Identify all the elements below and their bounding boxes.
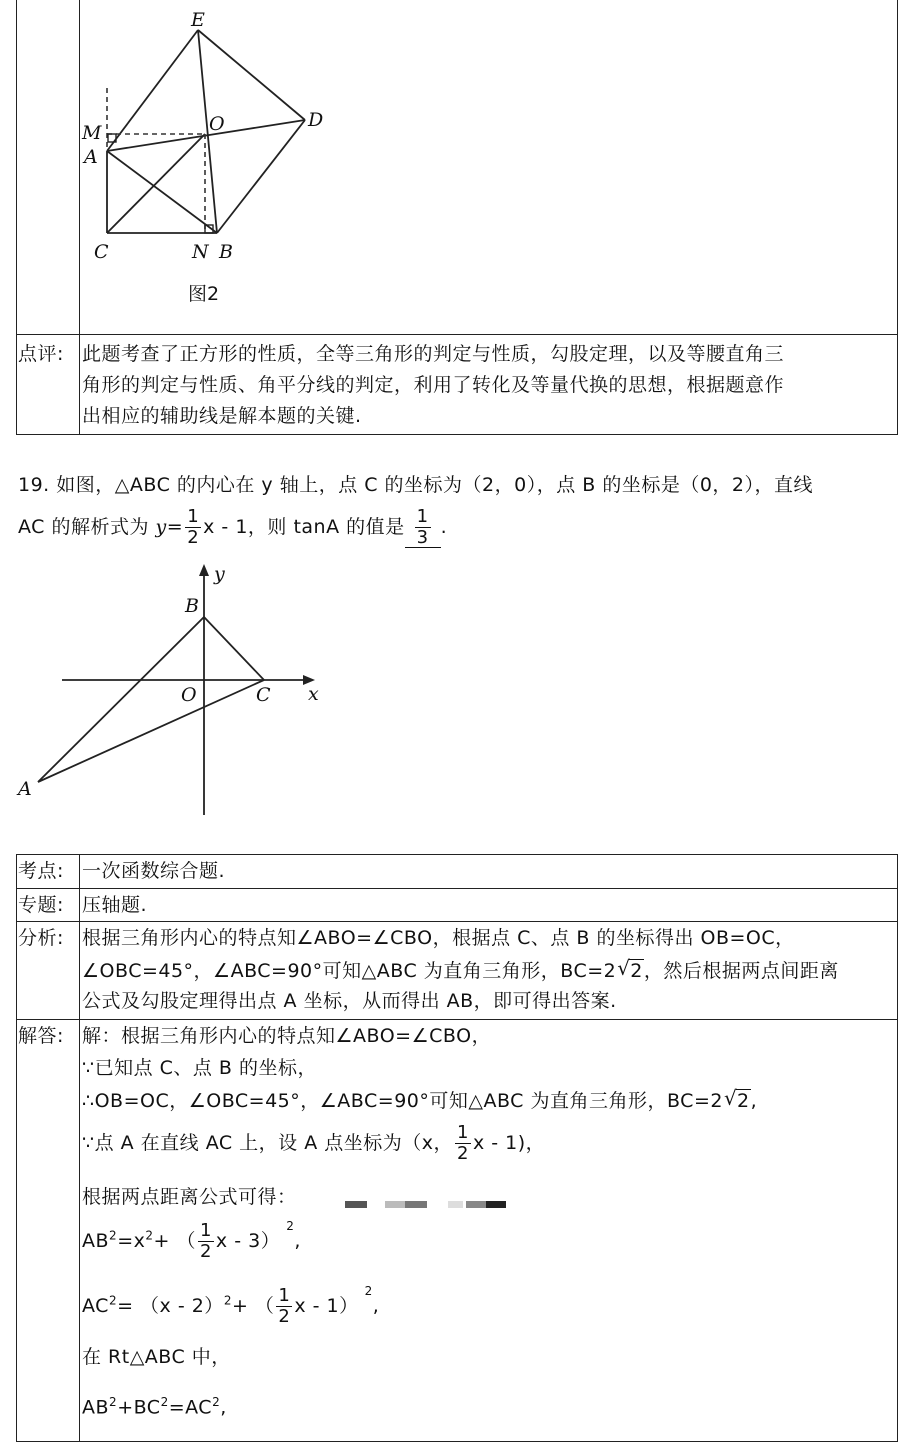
fenxi-line-3: 公式及勾股定理得出点 A 坐标，从而得出 AB，即可得出答案. [82,990,617,1012]
point-label-C: C [256,684,271,706]
fenxi-label: 分析: [18,927,64,949]
solution-step-2: ∵已知点 C、点 B 的坐标， [82,1057,318,1079]
q19-answer-blank: $\frac{1}{3}$ [405,508,441,548]
point-label-O: O [181,684,197,706]
figure-2-caption: 图2 [188,283,220,305]
solution-step-4: ∵点 A 在直线 AC 上，设 A 点坐标为（x， $\frac{1}{2}$ x - 1)， [82,1122,546,1164]
segment-AB [107,151,217,233]
point-label-A: A [84,146,98,168]
solution-step-5: 根据两点距离公式可得： [82,1186,297,1208]
x-axis-label: x [308,683,319,705]
segment-BC [204,617,264,680]
solution-divider-3 [16,1019,898,1020]
kaodian-label: 考点: [18,860,64,882]
point-label-N: N [192,241,209,263]
segment-AE [107,30,198,151]
review-line-1: 此题考查了正方形的性质，全等三角形的判定与性质，勾股定理，以及等腰直角三 [82,343,785,365]
kaodian-text: 一次函数综合题. [82,860,226,882]
solution-step-1: 解：根据三角形内心的特点知∠ABO=∠CBO， [82,1025,492,1047]
solution-divider-1 [16,888,898,889]
blurred-fragment [345,1201,367,1208]
point-label-D: D [308,109,324,131]
segment-ED [198,30,305,120]
segment-BD [217,120,305,233]
figure-2-diagram [80,0,340,300]
segment-AC [38,680,264,782]
fenxi-line-1: 根据三角形内心的特点知∠ABO=∠CBO，根据点 C、点 B 的坐标得出 OB=OC， [82,927,795,949]
q19-fraction-half: $\frac{1}{2}$ [187,506,200,548]
point-label-B: B [185,595,199,617]
review-label: 点评: [18,343,64,365]
top-table-label-column [16,0,80,435]
y-axis-label: y [214,563,225,585]
review-line-3: 出相应的辅助线是解本题的关键. [82,405,362,427]
q19-text-b: x - 1，则 tanA 的值是 [203,516,405,538]
point-label-C: C [94,241,109,263]
y-axis-arrow [199,564,209,576]
solution-step-8: 在 Rt△ABC 中， [82,1346,231,1368]
jieda-label: 解答: [18,1025,64,1047]
point-label-A: A [18,778,32,800]
solution-step-6: $AB^2=x^2+$ （ $\frac{1}{2}$ x - 3）$^2$, [82,1218,301,1262]
solution-divider-2 [16,921,898,922]
solution-step-7: $AC^2= (x - 2)^2+$ （ $\frac{1}{2}$ x - 1）$^2$, [82,1283,380,1327]
segment-AB [38,617,204,782]
question-19-line-2: AC 的解析式为 y= $\frac{1}{2}$ x - 1，则 tanA 的值是 $\frac{1}{3}$ . [18,506,448,548]
q19-y-equals: y= [155,516,184,538]
solution-step-9: $AB^2+BC^2=AC^2$, [82,1395,227,1419]
top-table-divider [16,334,898,335]
q19-coordinate-graph [0,560,340,825]
q19-text-a: AC 的解析式为 [18,516,149,538]
solution-step-3: ∴OB=OC，∠OBC=45°，∠ABC=90°可知△ABC 为直角三角形，BC=2√ 2, [82,1089,757,1113]
point-label-B: B [219,241,233,263]
question-19-line-1: 19. 如图，△ABC 的内心在 y 轴上，点 C 的坐标为（2，0），点 B 的坐标是（0，2），直线 [18,474,814,496]
point-label-O: O [209,113,225,135]
zhuanti-text: 压轴题. [82,894,148,916]
review-line-2: 角形的判定与性质、角平分线的判定，利用了转化及等量代换的思想，根据题意作 [82,374,785,396]
zhuanti-label: 专题: [18,894,64,916]
point-label-M: M [82,122,102,144]
fenxi-line-2: ∠OBC=45°，∠ABC=90°可知△ABC 为直角三角形，BC=2√ 2，然后根据两点间距离 [82,959,839,983]
point-label-E: E [191,9,205,31]
